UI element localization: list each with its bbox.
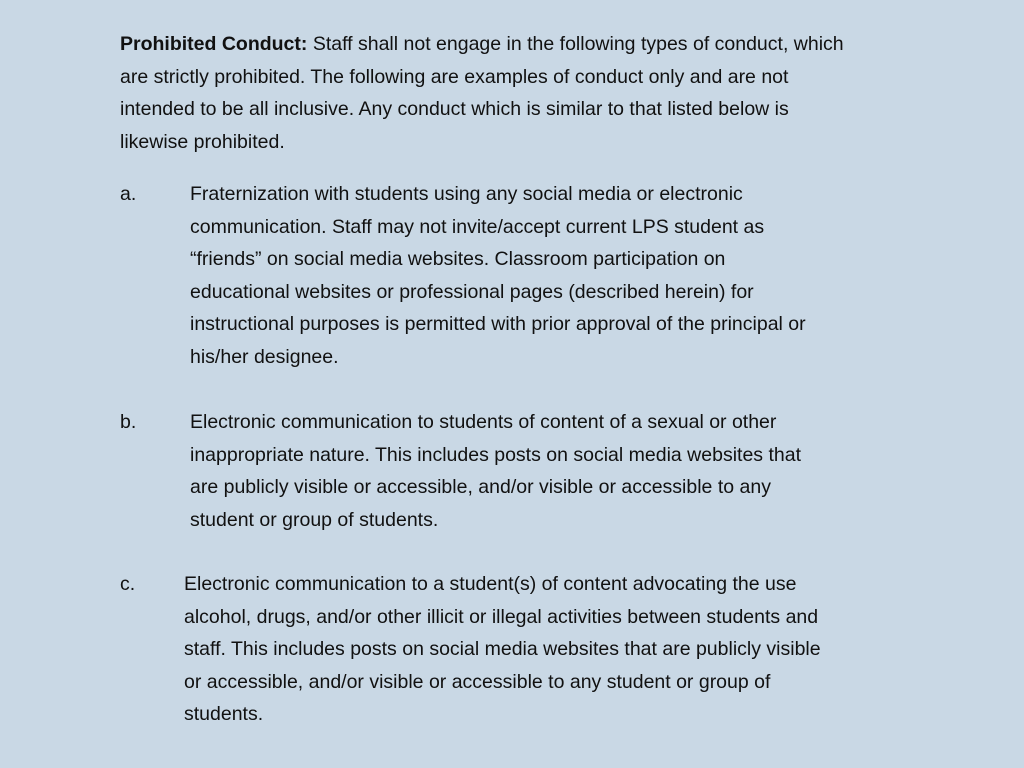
intro-text-1: Staff shall not engage in the following types of conduct, which (307, 33, 844, 55)
list-marker-c: c. (120, 573, 136, 595)
list-item-c-line: staff. This includes posts on social media websites that are publicly visible (184, 638, 821, 661)
list-item-a-line: “friends” on social media websites. Classroom participation on (190, 248, 726, 271)
list-item-a-line: instructional purposes is permitted with prior approval of the principal or (190, 313, 806, 336)
list-marker-b: b. (120, 411, 137, 433)
list-item-c-line: Electronic communication to a student(s) of content advocating the use (184, 573, 797, 595)
list-marker-a: a. (120, 183, 137, 205)
list-item-b-line: Electronic communication to students of content of a sexual or other (190, 411, 777, 433)
list-item-c-line: alcohol, drugs, and/or other illicit or illegal activities between students and (184, 605, 819, 628)
list-item-b-line: inappropriate nature. This includes posts on social media websites that (190, 443, 801, 466)
list-item-a-line: communication. Staff may not invite/accept current LPS student as (190, 215, 765, 238)
list-item-a-line: educational websites or professional pages (described herein) for (190, 280, 754, 303)
intro-line-3: intended to be all inclusive. Any conduct which is similar to that listed below is (120, 98, 789, 121)
intro-lead: Prohibited Conduct: (120, 33, 308, 55)
list-item-a-line: Fraternization with students using any social media or electronic (190, 183, 743, 205)
list-item-c-line: or accessible, and/or visible or accessible to any student or group of (184, 670, 771, 693)
intro-line-2: are strictly prohibited. The following are examples of conduct only and are not (120, 65, 789, 88)
list-item-c-text (120, 568, 884, 731)
list-item-b-line: are publicly visible or accessible, and/or visible or accessible to any (190, 476, 771, 499)
intro-line-1 (120, 28, 910, 61)
list-item-c-line: students. (184, 703, 264, 726)
intro-line-4: likewise prohibited. (120, 130, 285, 153)
list-item-b-line: student or group of students. (190, 508, 439, 531)
list-item-b-text (120, 406, 892, 536)
list-item-a-line: his/her designee. (190, 345, 339, 368)
intro-paragraph (120, 28, 910, 158)
list-item-a-text (120, 178, 892, 374)
